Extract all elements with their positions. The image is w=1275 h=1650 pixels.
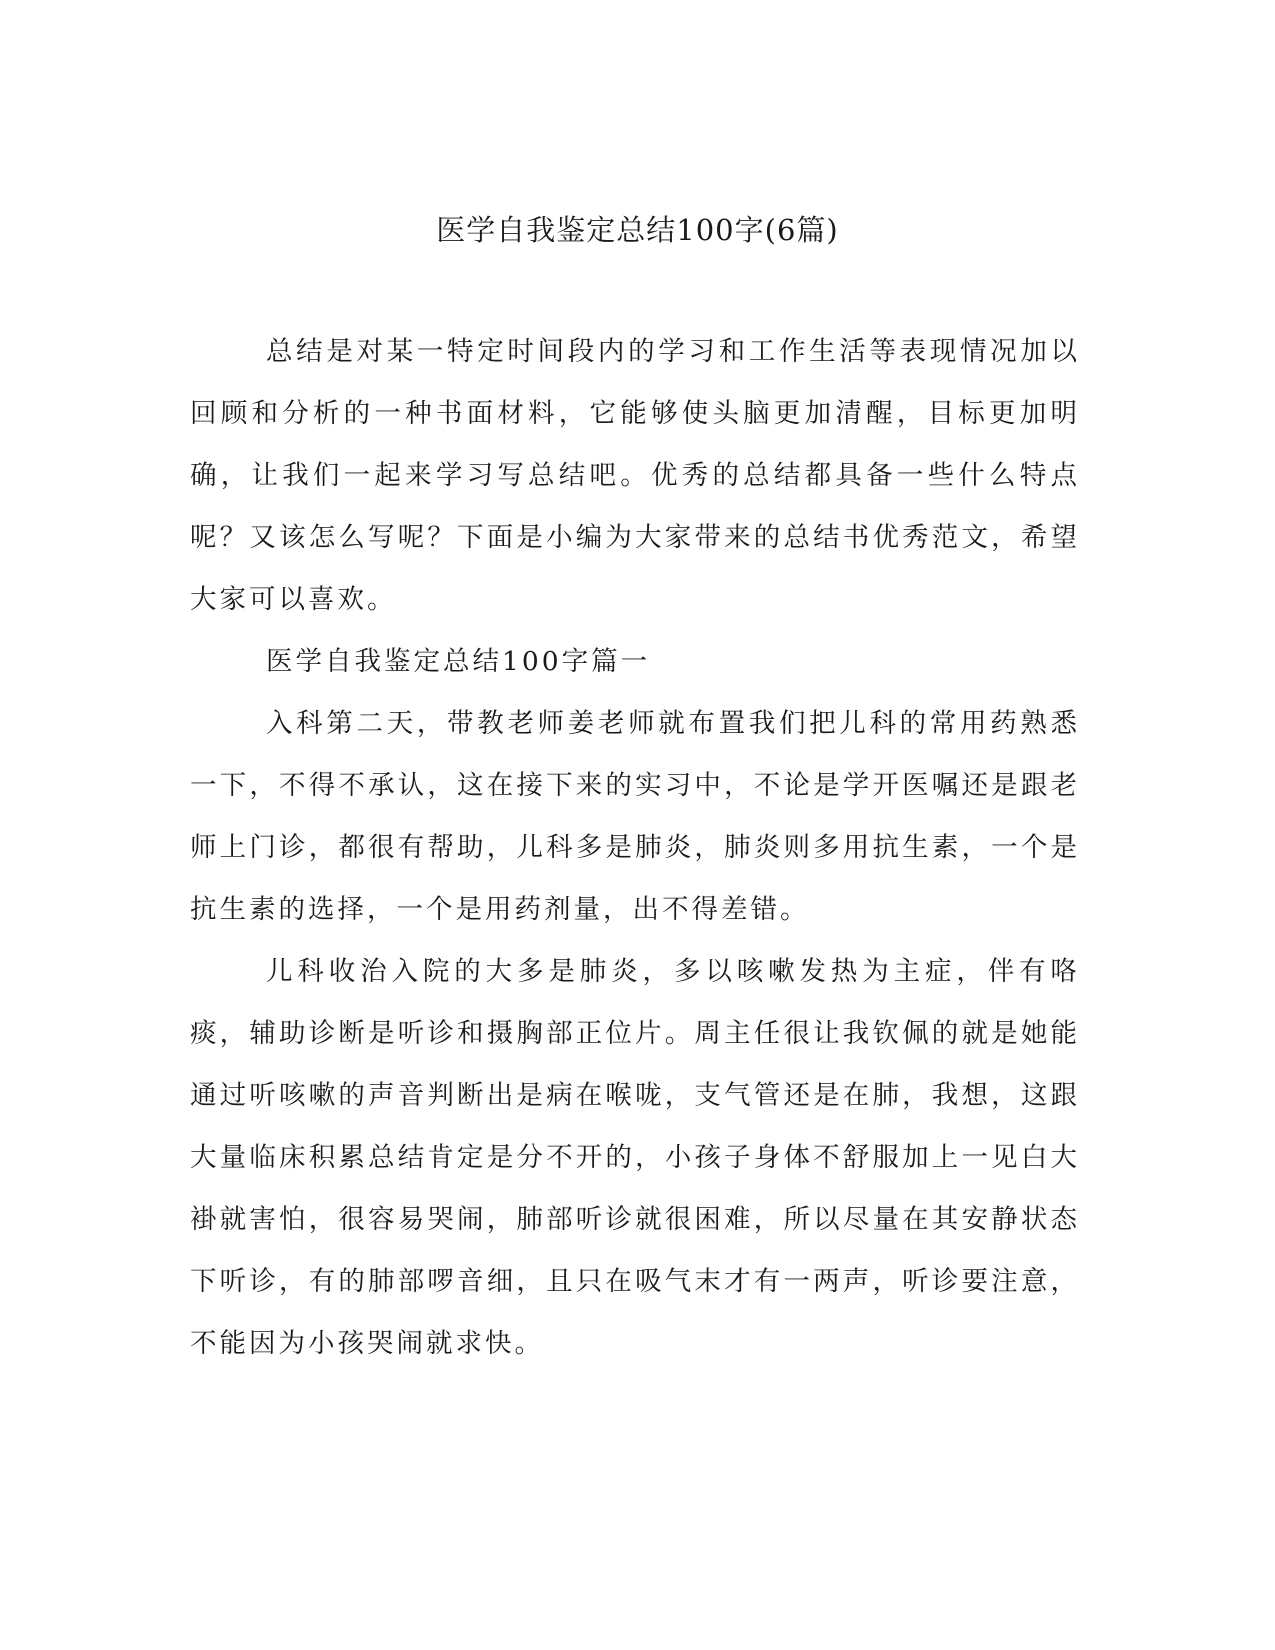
intro-paragraph: 总结是对某一特定时间段内的学习和工作生活等表现情况加以回顾和分析的一种书面材料，它能够使头脑更加清醒，目标更加明确，让我们一起来学习写总结吧。优秀的总结都具备一些什么特点呢？又该怎么写呢？下面是小编为大家带来的总结书优秀范文，希望大家可以喜欢。 (190, 336, 1080, 615)
body-paragraph: 儿科收治入院的大多是肺炎，多以咳嗽发热为主症，伴有咯痰，辅助诊断是听诊和摄胸部正位片。周主任很让我钦佩的就是她能通过听咳嗽的声音判断出是病在喉咙，支气管还是在肺，我想，这跟大量临床积累总结肯定是分不开的，小孩子身体不舒服加上一见白大褂就害怕，很容易哭闹，肺部听诊就很困难，所以尽量在其安静状态下听诊，有的肺部啰音细，且只在吸气末才有一两声，听诊要注意，不能因为小孩哭闹就求快。 (190, 956, 1080, 1359)
body-paragraph: 入科第二天，带教老师姜老师就布置我们把儿科的常用药熟悉一下，不得不承认，这在接下来的实习中，不论是学开医嘱还是跟老师上门诊，都很有帮助，儿科多是肺炎，肺炎则多用抗生素，一个是抗生素的选择，一个是用药剂量，出不得差错。 (190, 708, 1080, 925)
section-heading: 医学自我鉴定总结100字篇一 (266, 646, 651, 677)
document-title: 医学自我鉴定总结100字(6篇) (436, 213, 839, 247)
document-body (190, 321, 1080, 1375)
